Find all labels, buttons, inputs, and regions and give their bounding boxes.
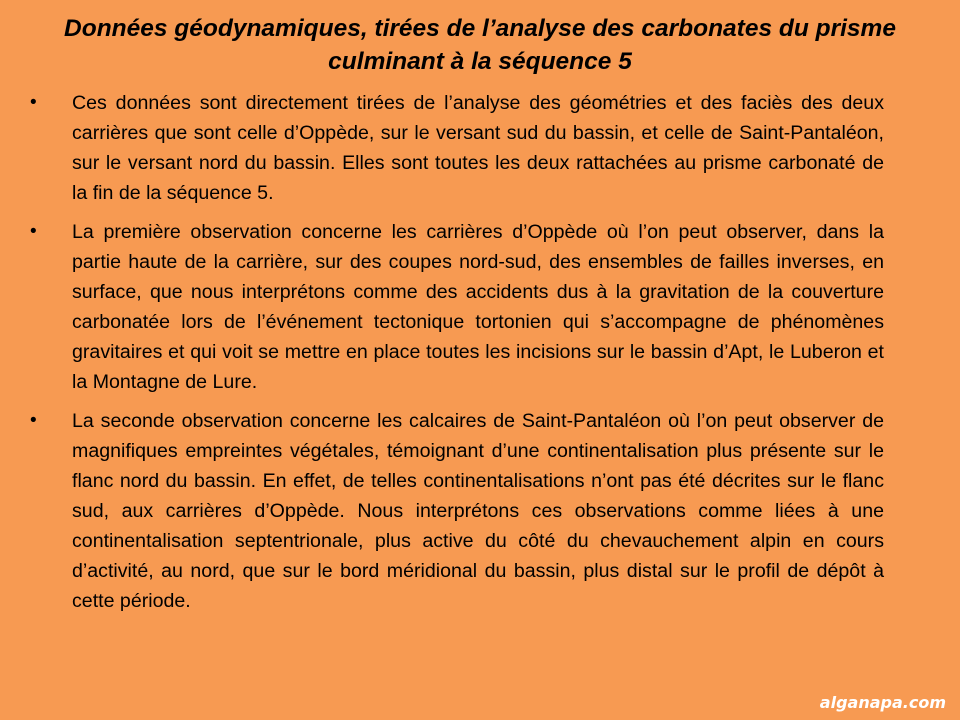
bullet-item-2 xyxy=(28,217,884,397)
bullet-icon: • xyxy=(30,92,37,113)
bullet-text: La première observation concerne les carrières d’Oppède où l’on peut observer, dans la partie haute de la carrière, sur des coupes nord-sud, des ensembles de failles inverses, en surface, que nous interprétons comme des accidents dus à la gravitation de la couverture carbonatée lors de l’événement tectonique tortonien qui s’accompagne de phénomènes gravitaires et qui voit se mettre en place toutes les incisions sur le bassin d’Apt, le Luberon et la Montagne de Lure. xyxy=(72,221,884,393)
bullet-item-3 xyxy=(28,406,884,616)
bullet-text: La seconde observation concerne les calcaires de Saint-Pantaléon où l’on peut observer de magnifiques empreintes végétales, témoignant d’une continentalisation plus présente sur le flanc nord du bassin. En effet, de telles continentalisations n’ont pas été décrites sur le flanc sud, aux carrières d’Oppède. Nous interprétons ces observations comme liées à une continentalisation septentrionale, plus active du côté du chevauchement alpin en cours d’activité, au nord, que sur le bord méridional du bassin, plus distal sur le profil de dépôt à cette période. xyxy=(72,410,884,612)
bullet-text: Ces données sont directement tirées de l’analyse des géométries et des faciès des deux carrières que sont celle d’Oppède, sur le versant sud du bassin, et celle de Saint-Pantaléon, sur le versant nord du bassin. Elles sont toutes les deux rattachées au prisme carbonaté de la fin de la séquence 5. xyxy=(72,92,884,204)
bullet-icon: • xyxy=(30,221,37,242)
bullet-list xyxy=(28,88,884,625)
bullet-icon: • xyxy=(30,410,37,431)
watermark-text: alganapa.com xyxy=(819,693,946,712)
slide-title: Données géodynamiques, tirées de l’analyse des carbonates du prisme culminant à la séquence 5 xyxy=(64,15,896,75)
bullet-item-1 xyxy=(28,88,884,208)
